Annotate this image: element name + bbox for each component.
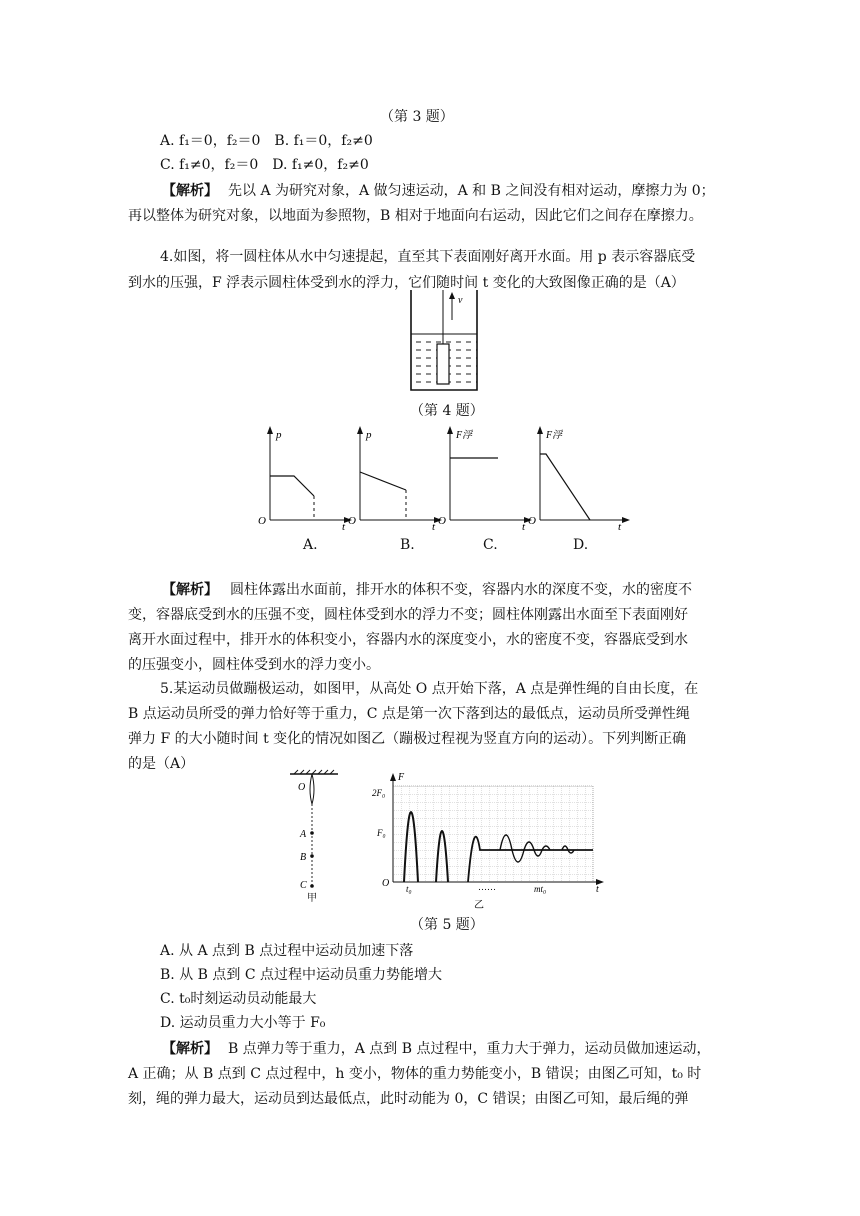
figure-jia-name: 甲 xyxy=(307,893,317,904)
q4-analysis-line3: 离开水面过程中，排开水的体积变小，容器内水的深度变小，水的密度不变，容器底受到水 xyxy=(128,632,688,648)
q5-stem-line2: B 点运动员所受的弹力恰好等于重力，C 点是第一次下落到达的最低点，运动员所受弹性绳 xyxy=(128,706,690,722)
origin-label: O xyxy=(258,515,266,527)
q5-figure-yi xyxy=(368,770,608,910)
origin-label: O xyxy=(438,515,446,527)
q5-stem-line4: 的是（A） xyxy=(128,756,195,772)
q5-analysis-line2: A 正确；从 B 点到 C 点过程中，h 变小，物体的重力势能变小，B 错误；由图乙可知，t₀ 时 xyxy=(128,1066,702,1082)
q4-analysis-line1: 【解析】 圆柱体露出水面前，排开水的体积不变，容器内水的深度不变，水的密度不 xyxy=(162,582,692,598)
q4-option-a-label: A. xyxy=(303,537,318,553)
y-axis-label: p xyxy=(276,429,282,441)
x-axis-label: t xyxy=(342,521,346,533)
q4-stem-line1: 4.如图，将一圆柱体从水中匀速提起，直至其下表面刚好离开水面。用 p 表示容器底受 xyxy=(160,249,696,265)
origin-label: O xyxy=(382,878,390,889)
q4-graph-c xyxy=(436,424,532,533)
q5-caption: （第 5 题） xyxy=(410,917,484,933)
q4-graph-b xyxy=(346,424,442,533)
x-axis-label: t xyxy=(432,521,436,533)
velocity-label: v xyxy=(458,295,463,306)
q5-option-a: A. 从 A 点到 B 点过程中运动员加速下落 xyxy=(160,943,414,959)
q3-analysis-line2: 再以整体为研究对象，以地面为参照物，B 相对于地面向右运动，因此它们之间存在摩擦力。 xyxy=(128,208,703,224)
q3-options-line1: A. f₁＝0，f₂＝0 B. f₁＝0，f₂≠0 xyxy=(160,133,373,149)
q5-stem-line3: 弹力 F 的大小随时间 t 变化的情况如图乙（蹦极过程视为竖直方向的运动）。下列判断正确 xyxy=(128,731,687,747)
origin-label: O xyxy=(528,515,536,527)
y-tick-f0: F₀ xyxy=(377,828,386,838)
point-o-label: O xyxy=(298,782,306,793)
q4-graph-d xyxy=(526,424,630,533)
q4-option-d-label: D. xyxy=(573,537,589,553)
q4-analysis-line4: 的压强变小，圆柱体受到水的浮力变小。 xyxy=(128,657,380,673)
q3-analysis-line1: 【解析】 先以 A 为研究对象，A 做匀速运动，A 和 B 之间没有相对运动，摩擦力为 0； xyxy=(162,183,715,199)
q4-beaker-figure xyxy=(405,290,485,396)
x-tick-mt0: mt₀ xyxy=(534,884,547,894)
q4-caption: （第 4 题） xyxy=(410,403,484,419)
y-axis-label: F浮 xyxy=(546,430,563,441)
q4-graph-a xyxy=(256,424,352,533)
x-axis-label: t xyxy=(618,521,622,533)
q5-option-d: D. 运动员重力大小等于 F₀ xyxy=(160,1015,326,1031)
q5-option-c: C. t₀时刻运动员动能最大 xyxy=(160,991,317,1007)
y-axis-label: p xyxy=(366,429,372,441)
q4-analysis-line2: 变，容器底受到水的压强不变，圆柱体受到水的浮力不变；圆柱体刚露出水面至下表面刚好 xyxy=(128,607,688,623)
x-tick-t0: t₀ xyxy=(406,884,412,894)
q3-options-line2: C. f₁≠0，f₂＝0 D. f₁≠0，f₂≠0 xyxy=(160,157,369,173)
point-c-label: C xyxy=(300,880,307,891)
q5-analysis-line3: 刻，绳的弹力最大，运动员到达最低点，此时动能为 0，C 错误；由图乙可知，最后绳的弹 xyxy=(128,1091,689,1107)
q4-option-b-label: B. xyxy=(400,537,415,553)
analysis-tag: 【解析】 xyxy=(162,183,218,199)
y-axis-label: F xyxy=(398,772,405,783)
analysis-tag: 【解析】 xyxy=(162,1041,218,1057)
figure-yi-name: 乙 xyxy=(474,900,484,911)
x-axis-label: t xyxy=(596,884,599,895)
y-axis-label: F浮 xyxy=(456,430,473,441)
point-a-label: A xyxy=(300,829,307,840)
analysis-tag: 【解析】 xyxy=(162,582,218,598)
q4-option-c-label: C. xyxy=(483,537,498,553)
q5-analysis-line1: 【解析】 B 点弹力等于重力，A 点到 B 点过程中，重力大于弹力，运动员做加速运动， xyxy=(162,1041,711,1057)
q4-stem-line2: 到水的压强，F 浮表示圆柱体受到水的浮力，它们随时间 t 变化的大致图像正确的是（A） xyxy=(128,275,685,291)
x-tick-dots: …… xyxy=(478,882,496,892)
point-b-label: B xyxy=(300,852,307,863)
q5-figure-jia xyxy=(286,770,346,902)
y-tick-2f0: 2F₀ xyxy=(372,788,386,798)
q3-caption: （第 3 题） xyxy=(380,109,454,125)
origin-label: O xyxy=(348,515,356,527)
q5-option-b: B. 从 B 点到 C 点过程中运动员重力势能增大 xyxy=(160,967,442,983)
x-axis-label: t xyxy=(522,521,526,533)
q5-stem-line1: 5.某运动员做蹦极运动，如图甲，从高处 O 点开始下落，A 点是弹性绳的自由长度，在 xyxy=(160,681,699,697)
